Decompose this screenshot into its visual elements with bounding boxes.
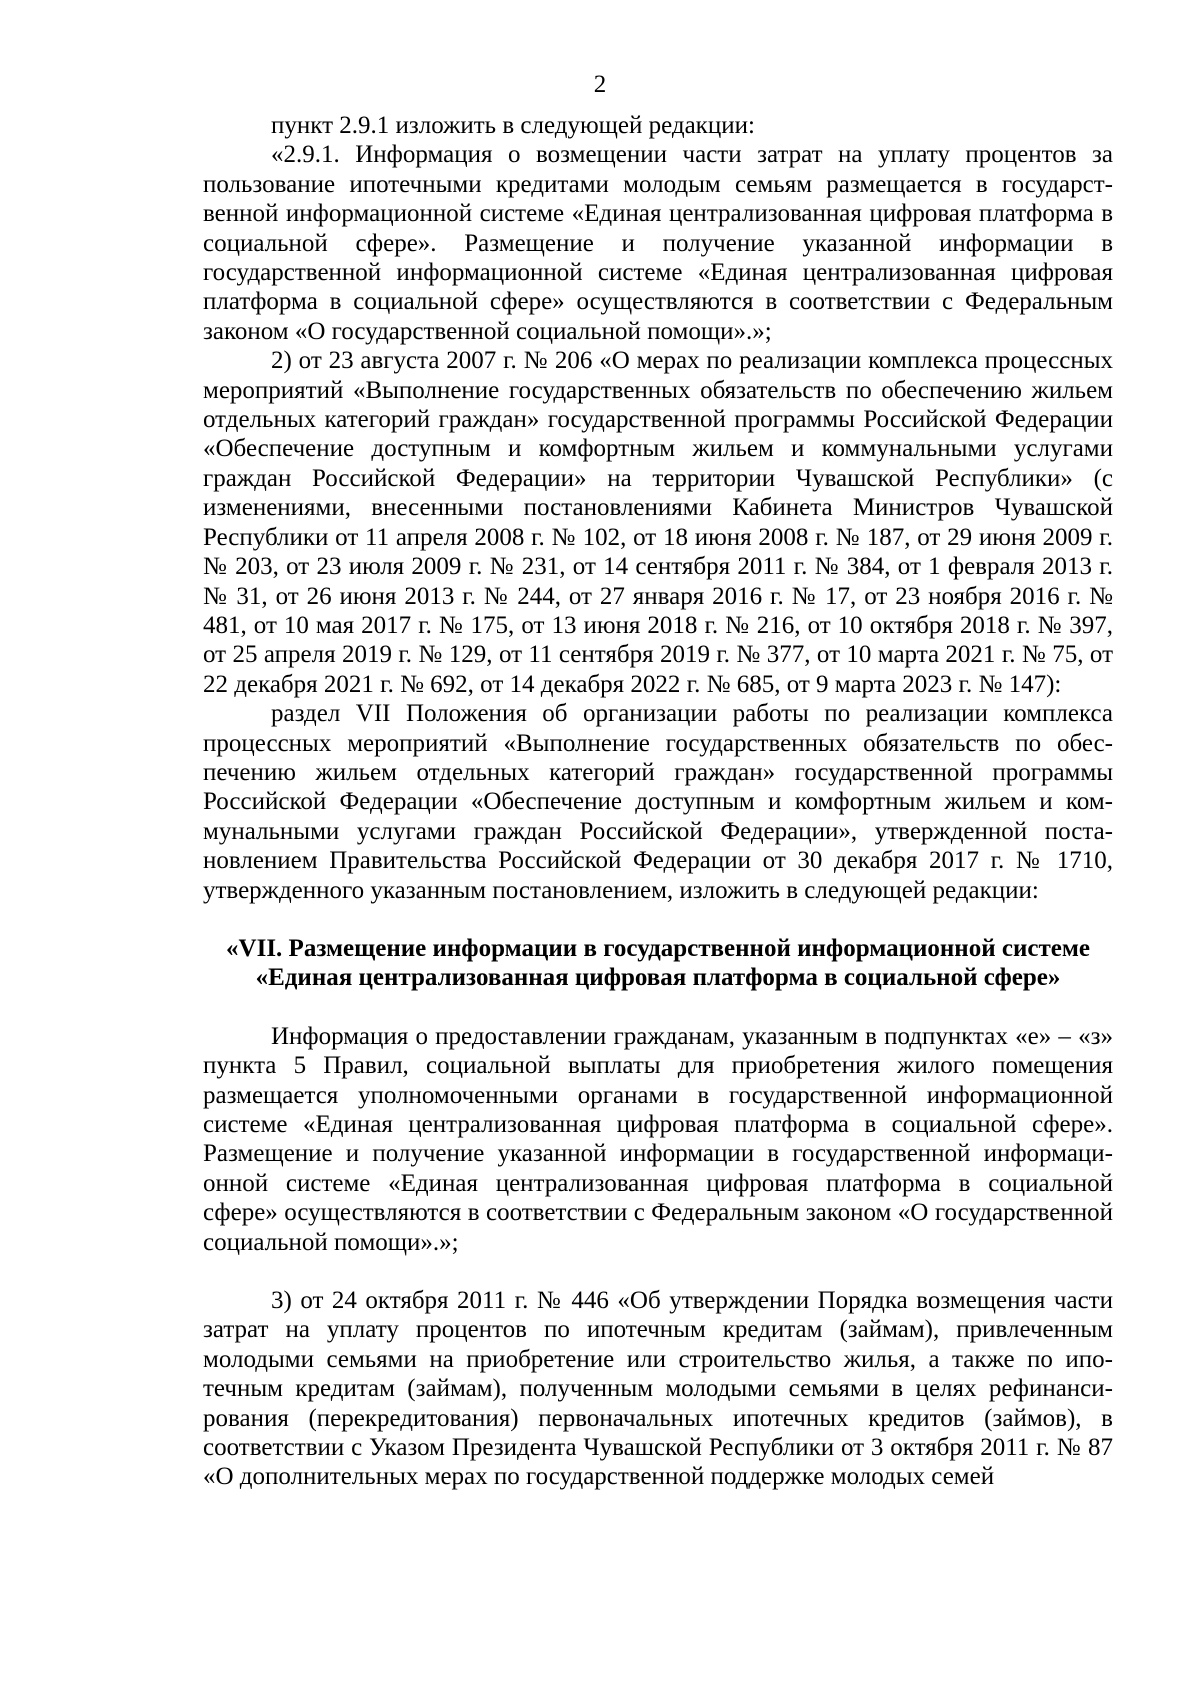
page-number: 2 [593, 71, 607, 98]
paragraph-item-3: 3) от 24 октября 2011 г. № 446 «Об утверждении Порядка возмещения части затрат на уплату процентов по ипотечным кредитам (займам), привлеченным молодыми семьями на приобретение или строительство жилья, а также по ипотечным кредитам (займам), полученным молодыми семьями в целях рефинансирования (перекредитования) первоначальных ипотечных кредитов (займов), в соответствии с Указом Президента Чувашской Республики от 3 октября 2011 г. № 87 «О дополнительных мерах по государственной поддержке молодых семей [203, 1287, 1113, 1491]
paragraph-2-9-1-intro: пункт 2.9.1 изложить в следующей редакции: [271, 112, 755, 139]
paragraph-section-vii-intro: раздел VII Положения об организации работы по реализации комплекса процессных мероприятий «Выполнение государственных обязательств по обеспечению жильем отдельных категорий граждан» государственной программы Российской Федерации «Обеспечение доступным и комфортным жильем и коммунальными услугами граждан Российской Федерации», утвержденной постановлением Правительства Российской Федерации от 30 декабря 2017 г. № 1710, утвержденного указанным постановлением, изложить в следующей редакции: [203, 700, 1113, 904]
paragraph-section-vii-text: Информация о предоставлении гражданам, указанным в подпунктах «е» – «з» пункта 5 Правил, социальной выплаты для приобретения жилого помещения размещается уполномоченными органами в государственной информационной системе «Единая централизованная цифровая платформа в социальной сфере». Размещение и получение указанной информации в государственной информационной системе «Единая централизованная цифровая платформа в социальной сфере» осуществляются в соответствии с Федеральным законом «О государственной социальной помощи».»; [203, 1022, 1113, 1256]
section-vii-heading: «VII. Размещение информации в государственной информационной системе «Единая централизованная цифровая платформа в социальной сфере» [226, 934, 1090, 992]
paragraph-item-2: 2) от 23 августа 2007 г. № 206 «О мерах по реализации комплекса процессных мероприятий «Выполнение государственных обязательств по обеспечению жильем отдельных категорий граждан» государственной программы Российской Федерации «Обеспечение доступным и комфортным жильем и коммунальными услугами граждан Российской Федерации» на территории Чувашской Республики» (с изменениями, внесенными постановлениями Кабинета Министров Чувашской Республики от 11 апреля 2008 г. № 102, от 18 июня 2008 г. № 187, от 29 июня 2009 г. № 203, от 23 июля 2009 г. № 231, от 14 сентября 2011 г. № 384, от 1 февраля 2013 г. № 31, от 26 июня 2013 г. № 244, от 27 января 2016 г. № 17, от 23 ноября 2016 г. № 481, от 10 мая 2017 г. № 175, от 13 июня 2018 г. № 216, от 10 октября 2018 г. № 397, от 25 апреля 2019 г. № 129, от 11 сентября 2019 г. № 377, от 10 марта 2021 г. № 75, от 22 декабря 2021 г. № 692, от 14 декабря 2022 г. № 685, от 9 марта 2023 г. № 147): [203, 347, 1113, 698]
paragraph-2-9-1-text: «2.9.1. Информация о возмещении части затрат на уплату процентов за пользование ипотечными кредитами молодым семьям размещается в государственной информационной системе «Единая централизованная цифровая платформа в социальной сфере». Размещение и получение указанной информации в государственной информационной системе «Единая централизованная цифровая платформа в социальной сфере» осуществляются в соответствии с Федеральным законом «О государственной социальной помощи».»; [203, 141, 1113, 345]
document-body [203, 111, 1113, 1492]
